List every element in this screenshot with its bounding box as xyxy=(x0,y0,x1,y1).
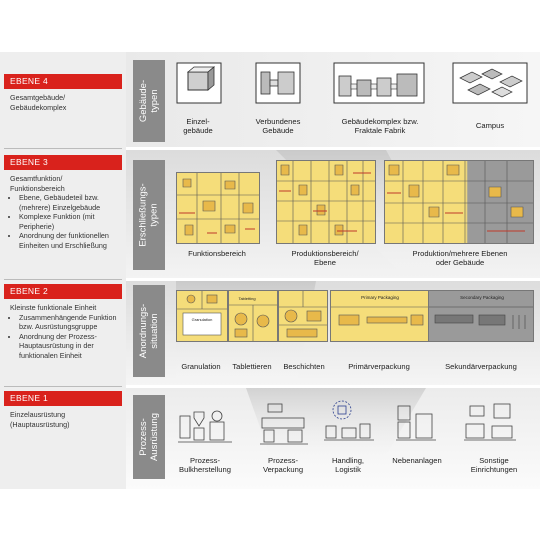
level-3-bullet: • Ebene, Gebäudeteil bzw. (mehrere) Einzelgebäude xyxy=(19,193,122,212)
other-equipment-icon xyxy=(462,400,518,451)
caption-gebaeudekomplex: Gebäudekomplex bzw. Fraktale Fabrik xyxy=(341,117,419,135)
floorplan-functional-area xyxy=(176,172,260,244)
level-2-description xyxy=(10,303,122,360)
caption-einzelgebaeude: Einzel- gebäude xyxy=(183,117,213,135)
tab-gebaeudetypen: Gebäude- typen xyxy=(133,60,165,142)
level-separator xyxy=(4,148,122,149)
layout-primary-packaging xyxy=(330,290,430,342)
level-4-description: Gesamtgebäude/ Gebäudekomplex xyxy=(10,93,67,112)
label-secondary-packaging: Secondary Packaging xyxy=(460,295,504,300)
caption-verbundenes-gebaeude: Verbundenes Gebäude xyxy=(255,117,301,135)
label-granulation: Granulation xyxy=(191,317,213,322)
caption-produktionsbereich: Produktionsbereich/ Ebene xyxy=(291,249,359,267)
level-1-description: Einzelausrüstung (Hauptausrüstung) xyxy=(10,410,70,429)
layout-granulation xyxy=(176,290,228,342)
caption-funktionsbereich: Funktionsbereich xyxy=(188,249,246,258)
caption-campus: Campus xyxy=(475,121,505,130)
level-3-header: EBENE 3 xyxy=(4,155,122,170)
level-4-header: EBENE 4 xyxy=(4,74,122,89)
campus-icon xyxy=(452,62,528,109)
level-3-summary: Gesamtfunktion/ Funktionsbereich xyxy=(10,174,65,193)
caption-sekundaerverpackung: Sekundärverpackung xyxy=(445,362,517,371)
tab-anordnungssituation: Anordnungs- situation xyxy=(133,285,165,377)
caption-beschichten: Beschichten xyxy=(283,362,325,371)
caption-tablettieren: Tablettieren xyxy=(232,362,272,371)
floorplan-production-area xyxy=(276,160,376,244)
caption-produktion-mehrere-ebenen: Produktion/mehrere Ebenen oder Gebäude xyxy=(412,249,508,267)
level-3-bullets xyxy=(10,193,122,250)
level-3-bullet: • Komplexe Funktion (mit Peripherie) xyxy=(19,212,122,231)
tab-erschliessungstypen: Erschließungs- typen xyxy=(133,160,165,270)
building-complex-icon xyxy=(333,62,425,109)
handling-logistics-icon xyxy=(322,398,376,451)
label-primary-packaging: Primary Packaging xyxy=(361,295,399,300)
caption-sonstige-einrichtungen: Sonstige Einrichtungen xyxy=(470,456,518,474)
level-3-bullet: • Anordnung der funktionellen Einheiten und Erschließung xyxy=(19,231,122,250)
caption-primaerverpackung: Primärverpackung xyxy=(348,362,410,371)
caption-nebenanlagen: Nebenanlagen xyxy=(392,456,442,465)
level-2-bullets xyxy=(10,313,122,361)
packaging-equipment-icon xyxy=(258,400,310,451)
layout-secondary-packaging xyxy=(428,290,534,342)
level-2-bullet: • Anordnung der Prozess-Hauptausrüstung in der funktionalen Einheit xyxy=(19,332,122,361)
caption-handling-logistik: Handling, Logistik xyxy=(331,456,365,474)
level-1-header: EBENE 1 xyxy=(4,391,122,406)
caption-granulation: Granulation xyxy=(181,362,221,371)
level-3-description xyxy=(10,174,122,250)
level-separator xyxy=(4,386,122,387)
level-2-summary: Kleinste funktionale Einheit xyxy=(10,303,97,312)
floorplan-multi-level xyxy=(384,160,534,244)
single-building-icon xyxy=(176,62,222,109)
level-2-header: EBENE 2 xyxy=(4,284,122,299)
level-2-bullet: • Zusammenhängende Funktion bzw. Ausrüstungsgruppe xyxy=(19,313,122,332)
tab-prozess-ausruestung: Prozess- Ausrüstung xyxy=(133,395,165,479)
connected-building-icon xyxy=(255,62,301,109)
layout-tabletting xyxy=(228,290,278,342)
ancillary-equipment-icon xyxy=(394,400,438,451)
label-tabletting: Tabletting xyxy=(238,296,256,301)
bulk-production-equipment-icon xyxy=(176,402,236,451)
caption-prozess-verpackung: Prozess- Verpackung xyxy=(262,456,304,474)
level-separator xyxy=(4,279,122,280)
layout-coating xyxy=(278,290,328,342)
caption-prozess-bulkherstellung: Prozess- Bulkherstellung xyxy=(179,456,231,474)
